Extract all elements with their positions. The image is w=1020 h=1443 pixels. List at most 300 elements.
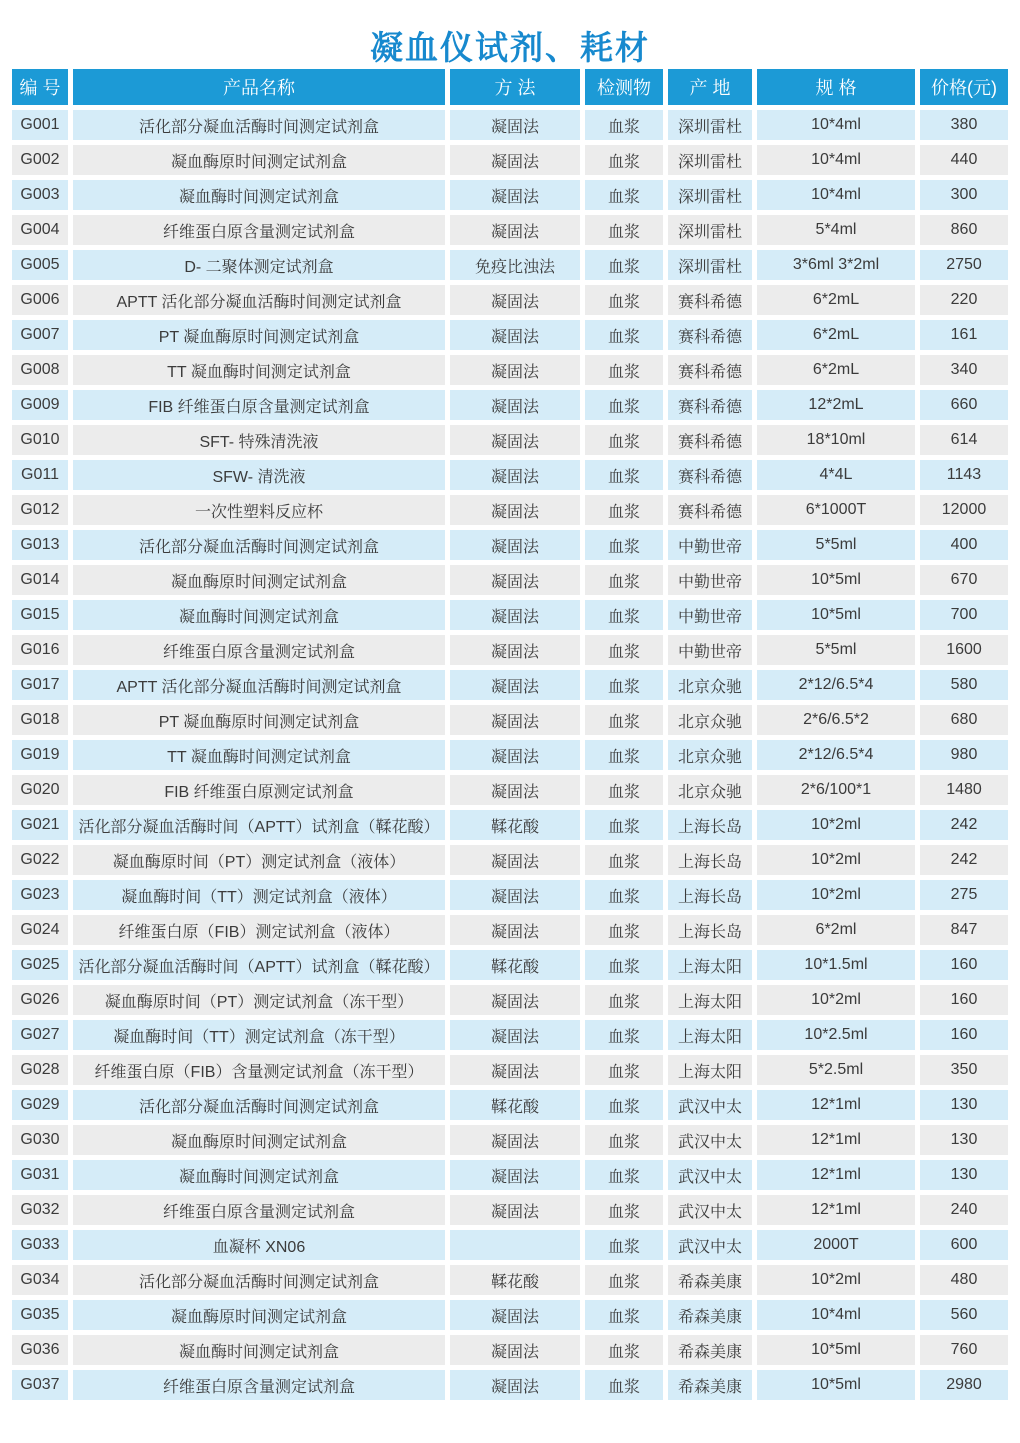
cell-product-name: D- 二聚体测定试剂盒 <box>73 250 445 280</box>
cell-origin: 赛科希德 <box>668 320 752 350</box>
cell-price: 1143 <box>920 460 1008 490</box>
cell-method: 凝固法 <box>450 600 580 630</box>
cell-origin: 深圳雷杜 <box>668 145 752 175</box>
table-row <box>12 1020 1008 1050</box>
cell-test-object: 血浆 <box>585 1195 663 1225</box>
cell-specification: 6*1000T <box>757 495 915 525</box>
cell-product-name: APTT 活化部分凝血活酶时间测定试剂盒 <box>73 670 445 700</box>
cell-specification: 10*2.5ml <box>757 1020 915 1050</box>
cell-origin: 中勤世帝 <box>668 635 752 665</box>
cell-specification: 3*6ml 3*2ml <box>757 250 915 280</box>
cell-test-object: 血浆 <box>585 705 663 735</box>
page-title: 凝血仪试剂、耗材 <box>370 29 650 66</box>
cell-origin: 上海长岛 <box>668 880 752 910</box>
cell-method: 凝固法 <box>450 390 580 420</box>
cell-origin: 北京众驰 <box>668 775 752 805</box>
cell-method: 凝固法 <box>450 215 580 245</box>
table-row <box>12 215 1008 245</box>
cell-product-name: 活化部分凝血活酶时间测定试剂盒 <box>73 1090 445 1120</box>
cell-method: 凝固法 <box>450 1300 580 1330</box>
cell-product-name: 纤维蛋白原（FIB）测定试剂盒（液体） <box>73 915 445 945</box>
cell-number: G012 <box>12 495 68 525</box>
cell-price: 240 <box>920 1195 1008 1225</box>
cell-product-name: 凝血酶时间（TT）测定试剂盒（液体） <box>73 880 445 910</box>
table-row <box>12 565 1008 595</box>
table-row <box>12 915 1008 945</box>
cell-method: 凝固法 <box>450 180 580 210</box>
table-row <box>12 390 1008 420</box>
cell-number: G020 <box>12 775 68 805</box>
cell-method: 凝固法 <box>450 530 580 560</box>
cell-product-name: 活化部分凝血活酶时间测定试剂盒 <box>73 530 445 560</box>
cell-origin: 赛科希德 <box>668 425 752 455</box>
cell-specification: 6*2mL <box>757 285 915 315</box>
cell-specification: 2*12/6.5*4 <box>757 740 915 770</box>
cell-product-name: SFT- 特殊清洗液 <box>73 425 445 455</box>
cell-test-object: 血浆 <box>585 180 663 210</box>
cell-number: G029 <box>12 1090 68 1120</box>
cell-method: 鞣花酸 <box>450 1265 580 1295</box>
cell-specification: 10*4ml <box>757 1300 915 1330</box>
cell-number: G026 <box>12 985 68 1015</box>
cell-product-name: 活化部分凝血活酶时间（APTT）试剂盒（鞣花酸） <box>73 950 445 980</box>
cell-specification: 10*4ml <box>757 180 915 210</box>
cell-method: 凝固法 <box>450 775 580 805</box>
cell-method: 凝固法 <box>450 320 580 350</box>
cell-price: 670 <box>920 565 1008 595</box>
cell-method: 凝固法 <box>450 985 580 1015</box>
cell-specification: 10*2ml <box>757 845 915 875</box>
cell-method: 凝固法 <box>450 425 580 455</box>
cell-price: 380 <box>920 110 1008 140</box>
cell-specification: 4*4L <box>757 460 915 490</box>
table-row <box>12 285 1008 315</box>
cell-product-name: 凝血酶原时间测定试剂盒 <box>73 145 445 175</box>
cell-test-object: 血浆 <box>585 1300 663 1330</box>
cell-test-object: 血浆 <box>585 775 663 805</box>
cell-test-object: 血浆 <box>585 495 663 525</box>
cell-number: G024 <box>12 915 68 945</box>
cell-origin: 武汉中太 <box>668 1230 752 1260</box>
cell-product-name: PT 凝血酶原时间测定试剂盒 <box>73 320 445 350</box>
cell-method: 凝固法 <box>450 705 580 735</box>
table-row <box>12 1265 1008 1295</box>
cell-price: 340 <box>920 355 1008 385</box>
table-row <box>12 1125 1008 1155</box>
cell-method: 凝固法 <box>450 845 580 875</box>
cell-test-object: 血浆 <box>585 635 663 665</box>
cell-price: 860 <box>920 215 1008 245</box>
cell-price: 130 <box>920 1125 1008 1155</box>
table-row <box>12 635 1008 665</box>
cell-number: G002 <box>12 145 68 175</box>
cell-origin: 中勤世帝 <box>668 565 752 595</box>
cell-product-name: 凝血酶原时间测定试剂盒 <box>73 1300 445 1330</box>
table-row <box>12 600 1008 630</box>
cell-price: 220 <box>920 285 1008 315</box>
table-row <box>12 425 1008 455</box>
table-row <box>12 880 1008 910</box>
cell-test-object: 血浆 <box>585 250 663 280</box>
table-body <box>12 110 1008 1400</box>
cell-method: 凝固法 <box>450 635 580 665</box>
cell-price: 600 <box>920 1230 1008 1260</box>
cell-price: 480 <box>920 1265 1008 1295</box>
cell-method: 凝固法 <box>450 565 580 595</box>
cell-number: G033 <box>12 1230 68 1260</box>
cell-specification: 6*2ml <box>757 915 915 945</box>
cell-number: G010 <box>12 425 68 455</box>
cell-test-object: 血浆 <box>585 845 663 875</box>
cell-price: 440 <box>920 145 1008 175</box>
table-row <box>12 460 1008 490</box>
cell-specification: 2000T <box>757 1230 915 1260</box>
cell-product-name: 凝血酶原时间测定试剂盒 <box>73 1125 445 1155</box>
cell-price: 275 <box>920 880 1008 910</box>
cell-price: 242 <box>920 810 1008 840</box>
table-row <box>12 1230 1008 1260</box>
cell-origin: 武汉中太 <box>668 1090 752 1120</box>
cell-method: 凝固法 <box>450 495 580 525</box>
column-header-origin: 产 地 <box>668 69 752 105</box>
cell-price: 160 <box>920 950 1008 980</box>
cell-number: G021 <box>12 810 68 840</box>
cell-specification: 10*5ml <box>757 1335 915 1365</box>
cell-test-object: 血浆 <box>585 600 663 630</box>
cell-specification: 12*2mL <box>757 390 915 420</box>
cell-specification: 5*2.5ml <box>757 1055 915 1085</box>
cell-specification: 5*5ml <box>757 530 915 560</box>
cell-test-object: 血浆 <box>585 1160 663 1190</box>
table-row <box>12 1370 1008 1400</box>
cell-specification: 10*2ml <box>757 880 915 910</box>
table-row <box>12 145 1008 175</box>
cell-number: G008 <box>12 355 68 385</box>
cell-specification: 12*1ml <box>757 1090 915 1120</box>
cell-origin: 武汉中太 <box>668 1195 752 1225</box>
cell-price: 660 <box>920 390 1008 420</box>
cell-origin: 上海太阳 <box>668 950 752 980</box>
cell-test-object: 血浆 <box>585 460 663 490</box>
cell-origin: 武汉中太 <box>668 1125 752 1155</box>
cell-test-object: 血浆 <box>585 950 663 980</box>
cell-product-name: 血凝杯 XN06 <box>73 1230 445 1260</box>
cell-number: G028 <box>12 1055 68 1085</box>
cell-specification: 18*10ml <box>757 425 915 455</box>
cell-test-object: 血浆 <box>585 740 663 770</box>
table-row <box>12 1300 1008 1330</box>
table-row <box>12 705 1008 735</box>
cell-product-name: 凝血酶时间测定试剂盒 <box>73 180 445 210</box>
cell-origin: 深圳雷杜 <box>668 110 752 140</box>
column-header-number: 编 号 <box>12 69 68 105</box>
cell-price: 2750 <box>920 250 1008 280</box>
cell-origin: 希森美康 <box>668 1335 752 1365</box>
table-row <box>12 495 1008 525</box>
cell-price: 980 <box>920 740 1008 770</box>
cell-test-object: 血浆 <box>585 1125 663 1155</box>
cell-specification: 6*2mL <box>757 320 915 350</box>
cell-origin: 上海太阳 <box>668 1055 752 1085</box>
cell-price: 242 <box>920 845 1008 875</box>
cell-number: G007 <box>12 320 68 350</box>
cell-price: 12000 <box>920 495 1008 525</box>
header-row <box>12 69 1008 105</box>
cell-number: G035 <box>12 1300 68 1330</box>
cell-test-object: 血浆 <box>585 1090 663 1120</box>
cell-price: 130 <box>920 1090 1008 1120</box>
cell-product-name: 凝血酶时间测定试剂盒 <box>73 600 445 630</box>
cell-specification: 10*2ml <box>757 1265 915 1295</box>
cell-method: 凝固法 <box>450 1370 580 1400</box>
cell-specification: 10*1.5ml <box>757 950 915 980</box>
cell-test-object: 血浆 <box>585 1055 663 1085</box>
cell-number: G018 <box>12 705 68 735</box>
column-header-specification: 规 格 <box>757 69 915 105</box>
table-row <box>12 180 1008 210</box>
cell-test-object: 血浆 <box>585 565 663 595</box>
cell-price: 760 <box>920 1335 1008 1365</box>
cell-price: 560 <box>920 1300 1008 1330</box>
cell-method: 凝固法 <box>450 1195 580 1225</box>
cell-origin: 希森美康 <box>668 1300 752 1330</box>
cell-number: G037 <box>12 1370 68 1400</box>
table-row <box>12 985 1008 1015</box>
cell-number: G031 <box>12 1160 68 1190</box>
cell-origin: 上海长岛 <box>668 915 752 945</box>
table-row <box>12 845 1008 875</box>
cell-number: G013 <box>12 530 68 560</box>
cell-product-name: FIB 纤维蛋白原测定试剂盒 <box>73 775 445 805</box>
cell-test-object: 血浆 <box>585 530 663 560</box>
cell-specification: 10*5ml <box>757 600 915 630</box>
cell-price: 160 <box>920 1020 1008 1050</box>
cell-specification: 10*5ml <box>757 565 915 595</box>
cell-test-object: 血浆 <box>585 355 663 385</box>
cell-method: 凝固法 <box>450 880 580 910</box>
table-row <box>12 320 1008 350</box>
table-row <box>12 110 1008 140</box>
cell-origin: 上海长岛 <box>668 845 752 875</box>
cell-origin: 北京众驰 <box>668 705 752 735</box>
cell-product-name: TT 凝血酶时间测定试剂盒 <box>73 355 445 385</box>
cell-number: G030 <box>12 1125 68 1155</box>
table-row <box>12 670 1008 700</box>
cell-specification: 10*2ml <box>757 810 915 840</box>
cell-product-name: 活化部分凝血活酶时间测定试剂盒 <box>73 1265 445 1295</box>
column-header-price: 价格(元) <box>920 69 1008 105</box>
cell-number: G023 <box>12 880 68 910</box>
cell-test-object: 血浆 <box>585 1335 663 1365</box>
cell-product-name: TT 凝血酶时间测定试剂盒 <box>73 740 445 770</box>
cell-method: 鞣花酸 <box>450 810 580 840</box>
cell-origin: 赛科希德 <box>668 285 752 315</box>
cell-test-object: 血浆 <box>585 425 663 455</box>
cell-method: 凝固法 <box>450 670 580 700</box>
cell-test-object: 血浆 <box>585 215 663 245</box>
cell-number: G006 <box>12 285 68 315</box>
cell-method: 凝固法 <box>450 110 580 140</box>
cell-price: 160 <box>920 985 1008 1015</box>
cell-number: G011 <box>12 460 68 490</box>
cell-product-name: 凝血酶时间测定试剂盒 <box>73 1160 445 1190</box>
cell-specification: 2*6/100*1 <box>757 775 915 805</box>
cell-product-name: 纤维蛋白原含量测定试剂盒 <box>73 215 445 245</box>
cell-price: 580 <box>920 670 1008 700</box>
cell-price: 1480 <box>920 775 1008 805</box>
cell-price: 1600 <box>920 635 1008 665</box>
table-row <box>12 950 1008 980</box>
cell-product-name: APTT 活化部分凝血活酶时间测定试剂盒 <box>73 285 445 315</box>
cell-origin: 上海太阳 <box>668 985 752 1015</box>
cell-specification: 10*4ml <box>757 110 915 140</box>
cell-test-object: 血浆 <box>585 810 663 840</box>
cell-product-name: 纤维蛋白原含量测定试剂盒 <box>73 1195 445 1225</box>
table-row <box>12 355 1008 385</box>
cell-method: 凝固法 <box>450 460 580 490</box>
cell-test-object: 血浆 <box>585 985 663 1015</box>
table-row <box>12 530 1008 560</box>
cell-method: 鞣花酸 <box>450 1090 580 1120</box>
cell-price: 680 <box>920 705 1008 735</box>
cell-method: 凝固法 <box>450 740 580 770</box>
table-row <box>12 775 1008 805</box>
table-row <box>12 250 1008 280</box>
cell-number: G022 <box>12 845 68 875</box>
table-row <box>12 810 1008 840</box>
table-row <box>12 1335 1008 1365</box>
cell-method: 凝固法 <box>450 355 580 385</box>
cell-origin: 北京众驰 <box>668 740 752 770</box>
cell-product-name: 凝血酶原时间（PT）测定试剂盒（冻干型） <box>73 985 445 1015</box>
cell-price: 700 <box>920 600 1008 630</box>
cell-product-name: SFW- 清洗液 <box>73 460 445 490</box>
cell-number: G034 <box>12 1265 68 1295</box>
cell-test-object: 血浆 <box>585 320 663 350</box>
cell-number: G015 <box>12 600 68 630</box>
cell-method: 凝固法 <box>450 915 580 945</box>
cell-specification: 10*2ml <box>757 985 915 1015</box>
cell-product-name: 纤维蛋白原含量测定试剂盒 <box>73 635 445 665</box>
cell-method: 凝固法 <box>450 1055 580 1085</box>
cell-origin: 武汉中太 <box>668 1160 752 1190</box>
cell-origin: 上海太阳 <box>668 1020 752 1050</box>
cell-number: G036 <box>12 1335 68 1365</box>
cell-test-object: 血浆 <box>585 110 663 140</box>
cell-price: 614 <box>920 425 1008 455</box>
cell-product-name: FIB 纤维蛋白原含量测定试剂盒 <box>73 390 445 420</box>
cell-number: G009 <box>12 390 68 420</box>
cell-specification: 2*12/6.5*4 <box>757 670 915 700</box>
column-header-product-name: 产品名称 <box>73 69 445 105</box>
cell-method: 凝固法 <box>450 145 580 175</box>
cell-origin: 上海长岛 <box>668 810 752 840</box>
cell-method: 鞣花酸 <box>450 950 580 980</box>
cell-price: 2980 <box>920 1370 1008 1400</box>
column-header-method: 方 法 <box>450 69 580 105</box>
cell-price: 847 <box>920 915 1008 945</box>
cell-product-name: 活化部分凝血活酶时间（APTT）试剂盒（鞣花酸） <box>73 810 445 840</box>
cell-method <box>450 1230 580 1260</box>
cell-product-name: 凝血酶原时间（PT）测定试剂盒（液体） <box>73 845 445 875</box>
table-row <box>12 740 1008 770</box>
cell-number: G003 <box>12 180 68 210</box>
cell-origin: 深圳雷杜 <box>668 180 752 210</box>
products-table <box>7 64 1013 1405</box>
cell-specification: 6*2mL <box>757 355 915 385</box>
cell-origin: 赛科希德 <box>668 355 752 385</box>
cell-origin: 希森美康 <box>668 1265 752 1295</box>
table-row <box>12 1195 1008 1225</box>
cell-origin: 赛科希德 <box>668 460 752 490</box>
cell-test-object: 血浆 <box>585 880 663 910</box>
cell-method: 凝固法 <box>450 1020 580 1050</box>
cell-number: G027 <box>12 1020 68 1050</box>
column-header-test-object: 检测物 <box>585 69 663 105</box>
cell-price: 300 <box>920 180 1008 210</box>
cell-price: 130 <box>920 1160 1008 1190</box>
cell-origin: 深圳雷杜 <box>668 215 752 245</box>
cell-number: G019 <box>12 740 68 770</box>
table-row <box>12 1160 1008 1190</box>
cell-specification: 10*5ml <box>757 1370 915 1400</box>
cell-test-object: 血浆 <box>585 1265 663 1295</box>
cell-test-object: 血浆 <box>585 145 663 175</box>
table-row <box>12 1090 1008 1120</box>
cell-test-object: 血浆 <box>585 390 663 420</box>
cell-test-object: 血浆 <box>585 1020 663 1050</box>
cell-origin: 赛科希德 <box>668 495 752 525</box>
cell-origin: 深圳雷杜 <box>668 250 752 280</box>
cell-specification: 2*6/6.5*2 <box>757 705 915 735</box>
cell-test-object: 血浆 <box>585 285 663 315</box>
cell-product-name: 一次性塑料反应杯 <box>73 495 445 525</box>
table-row <box>12 1055 1008 1085</box>
cell-price: 400 <box>920 530 1008 560</box>
cell-method: 凝固法 <box>450 1335 580 1365</box>
cell-origin: 中勤世帝 <box>668 600 752 630</box>
cell-test-object: 血浆 <box>585 1230 663 1260</box>
cell-specification: 12*1ml <box>757 1195 915 1225</box>
cell-method: 免疫比浊法 <box>450 250 580 280</box>
cell-specification: 12*1ml <box>757 1160 915 1190</box>
cell-product-name: 凝血酶时间（TT）测定试剂盒（冻干型） <box>73 1020 445 1050</box>
cell-number: G014 <box>12 565 68 595</box>
cell-specification: 5*5ml <box>757 635 915 665</box>
cell-product-name: 纤维蛋白原（FIB）含量测定试剂盒（冻干型） <box>73 1055 445 1085</box>
cell-product-name: 凝血酶时间测定试剂盒 <box>73 1335 445 1365</box>
cell-number: G001 <box>12 110 68 140</box>
cell-origin: 希森美康 <box>668 1370 752 1400</box>
cell-test-object: 血浆 <box>585 670 663 700</box>
cell-method: 凝固法 <box>450 1160 580 1190</box>
cell-price: 161 <box>920 320 1008 350</box>
cell-specification: 10*4ml <box>757 145 915 175</box>
cell-number: G025 <box>12 950 68 980</box>
cell-number: G016 <box>12 635 68 665</box>
cell-test-object: 血浆 <box>585 915 663 945</box>
cell-number: G005 <box>12 250 68 280</box>
cell-number: G004 <box>12 215 68 245</box>
cell-test-object: 血浆 <box>585 1370 663 1400</box>
cell-origin: 中勤世帝 <box>668 530 752 560</box>
cell-price: 350 <box>920 1055 1008 1085</box>
cell-number: G017 <box>12 670 68 700</box>
cell-specification: 5*4ml <box>757 215 915 245</box>
cell-origin: 赛科希德 <box>668 390 752 420</box>
cell-product-name: PT 凝血酶原时间测定试剂盒 <box>73 705 445 735</box>
cell-product-name: 凝血酶原时间测定试剂盒 <box>73 565 445 595</box>
